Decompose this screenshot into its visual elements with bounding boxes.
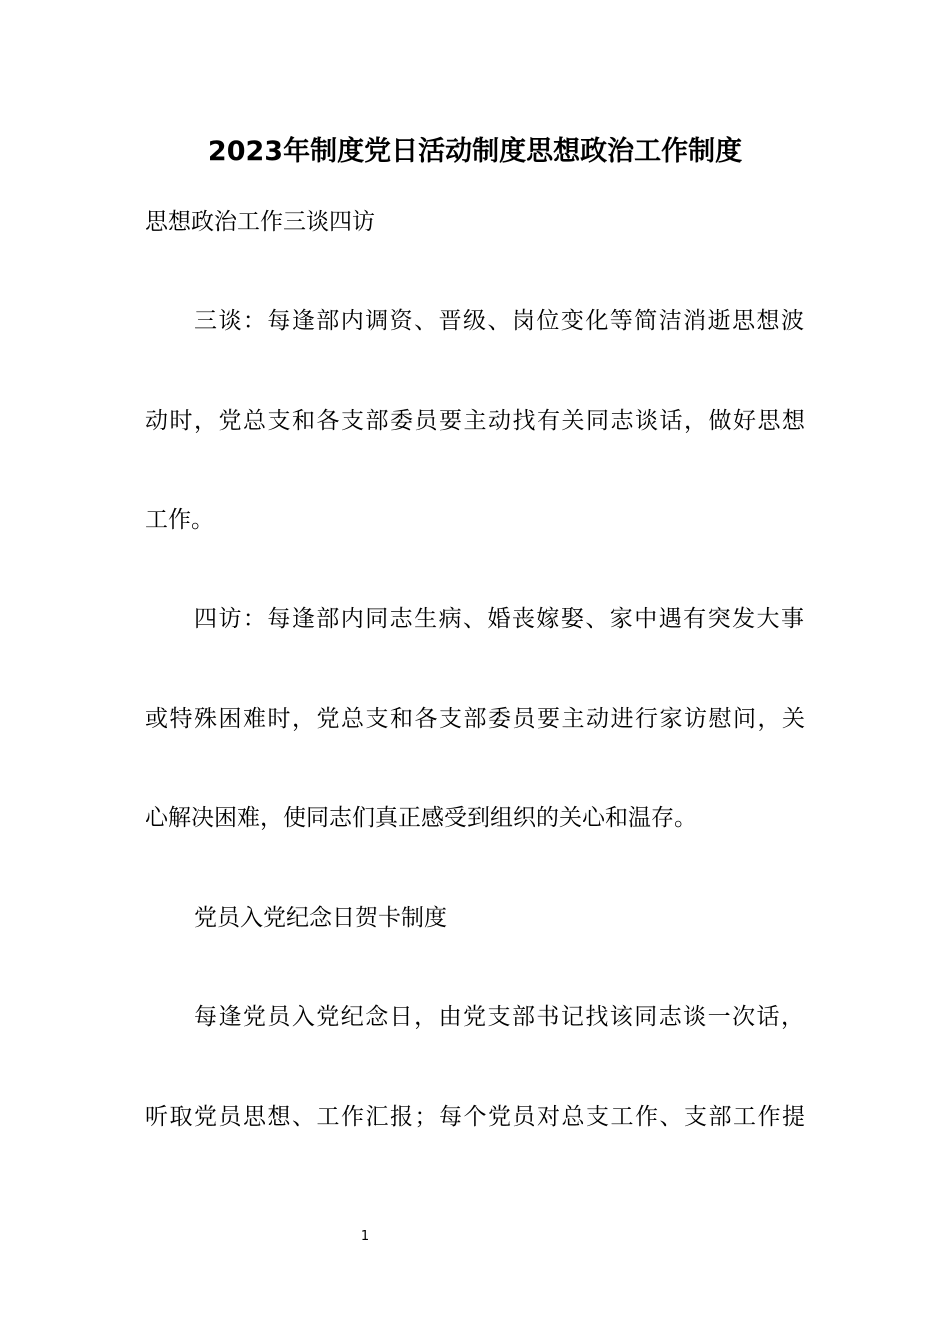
paragraph-line-6: 心解决困难，使同志们真正感受到组织的关心和温存。	[145, 805, 697, 831]
section-heading-three-talks-four-visits: 思想政治工作三谈四访	[145, 209, 375, 235]
paragraph-line-8: 听取党员思想、工作汇报；每个党员对总支工作、支部工作提	[145, 1104, 805, 1130]
paragraph-line-1: 三谈：每逢部内调资、晋级、岗位变化等简洁消逝思想波	[194, 308, 804, 334]
section-heading-anniversary-card: 党员入党纪念日贺卡制度	[194, 905, 447, 931]
paragraph-line-2: 动时，党总支和各支部委员要主动找有关同志谈话，做好思想	[145, 408, 805, 434]
paragraph-line-5: 或特殊困难时，党总支和各支部委员要主动进行家访慰问，关	[145, 706, 805, 732]
paragraph-line-4: 四访：每逢部内同志生病、婚丧嫁娶、家中遇有突发大事	[194, 606, 804, 632]
page-number: 1	[360, 1229, 370, 1244]
paragraph-line-7: 每逢党员入党纪念日，由党支部书记找该同志谈一次话，	[194, 1004, 804, 1030]
document-title: 2023年制度党日活动制度思想政治工作制度	[207, 136, 743, 167]
paragraph-line-3: 工作。	[145, 507, 214, 533]
